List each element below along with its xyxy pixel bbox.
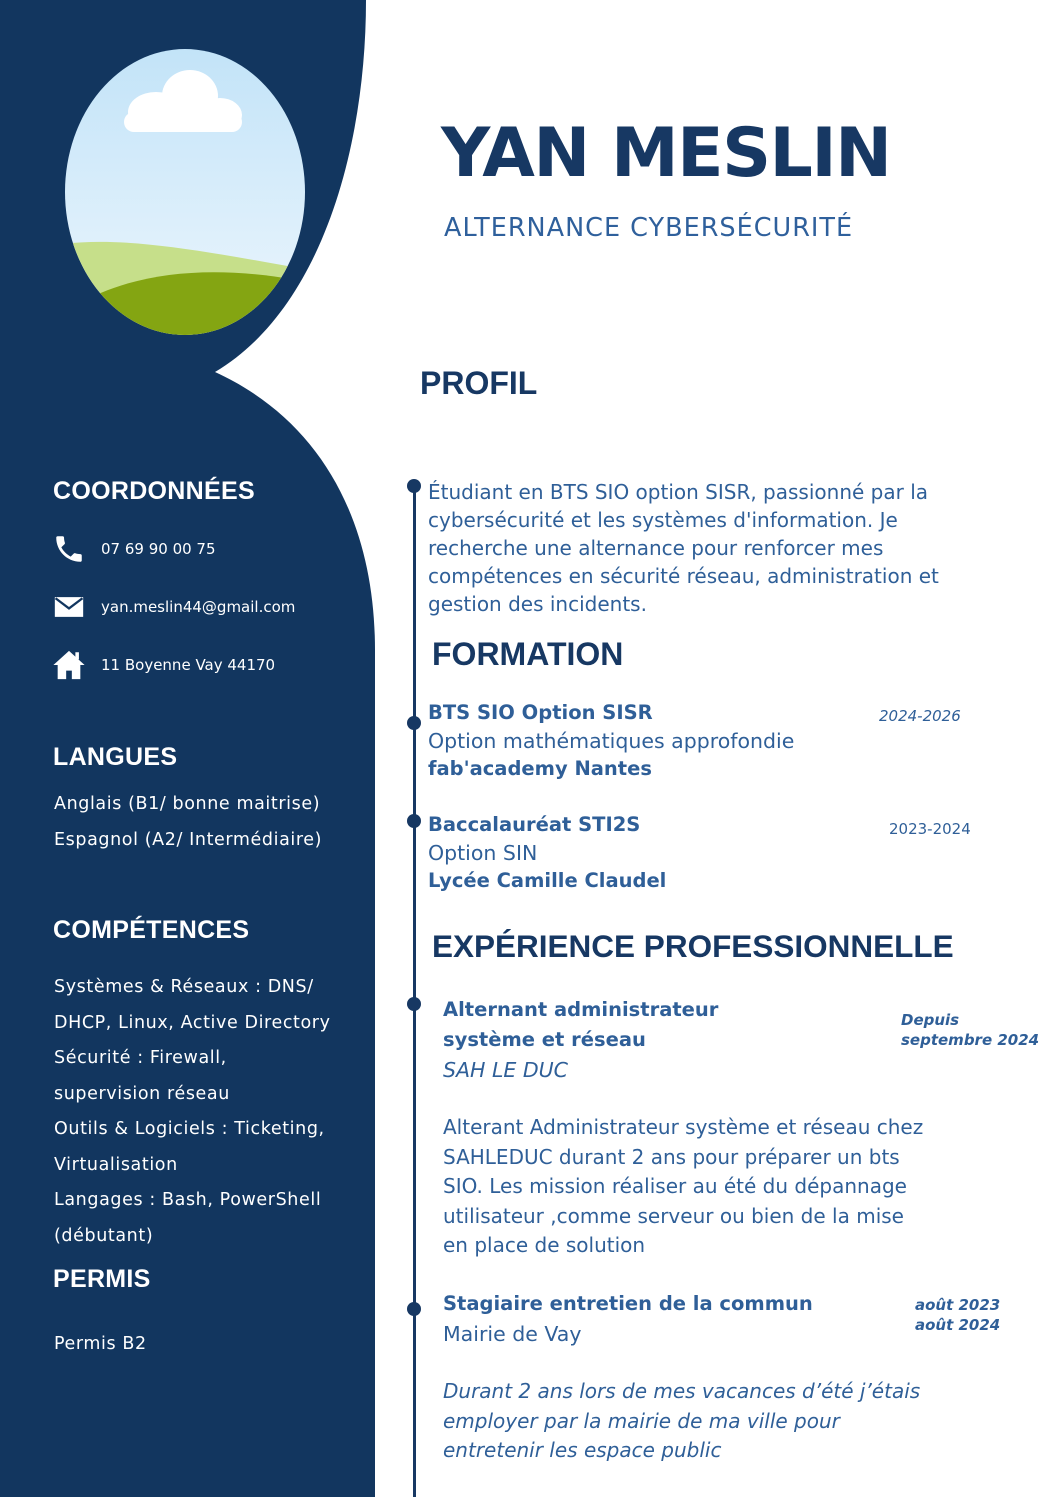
profile-line: Étudiant en BTS SIO option SISR, passionné par la xyxy=(428,480,928,504)
date-line: Depuis xyxy=(901,1011,960,1029)
experience-description xyxy=(443,1377,920,1466)
profile-heading: PROFIL xyxy=(420,365,538,401)
description-line: SIO. Les mission réaliser au été du dépannage xyxy=(443,1174,907,1198)
education-subtitle: Option mathématiques approfondie xyxy=(428,729,795,753)
timeline-line xyxy=(413,486,416,1497)
profile-line: recherche une alternance pour renforcer mes xyxy=(428,536,884,560)
date-line: septembre 2024 xyxy=(901,1031,1040,1049)
description-line: en place de solution xyxy=(443,1233,646,1257)
job-title: ALTERNANCE CYBERSÉCURITÉ xyxy=(444,213,854,243)
skill-line: Outils & Logiciels : Ticketing, xyxy=(54,1119,325,1139)
contact-email xyxy=(52,590,295,624)
skills-heading: COMPÉTENCES xyxy=(53,916,250,944)
license-value: Permis B2 xyxy=(54,1334,147,1354)
candidate-name: YAN MESLIN xyxy=(441,114,891,193)
description-line: employer par la mairie de ma ville pour xyxy=(443,1408,840,1433)
education-date: 2023-2024 xyxy=(889,820,971,838)
home-icon xyxy=(52,648,86,682)
skill-line: Langages : Bash, PowerShell xyxy=(54,1190,322,1210)
phone-icon xyxy=(52,532,86,566)
experience-company: SAH LE DUC xyxy=(443,1058,568,1082)
date-line: août 2024 xyxy=(915,1316,1001,1334)
experience-company: Mairie de Vay xyxy=(443,1322,582,1346)
languages-list xyxy=(54,787,322,858)
skill-line: Systèmes & Réseaux : DNS/ xyxy=(54,977,314,997)
skill-line: (débutant) xyxy=(54,1225,154,1246)
skill-line: supervision réseau xyxy=(54,1083,230,1104)
timeline-dot xyxy=(407,716,421,730)
education-title: BTS SIO Option SISR xyxy=(428,701,653,724)
skill-line: DHCP, Linux, Active Directory xyxy=(54,1012,331,1033)
education-school: Lycée Camille Claudel xyxy=(428,869,667,892)
description-line: utilisateur ,comme serveur ou bien de la mise xyxy=(443,1203,904,1228)
description-line: Durant 2 ans lors de mes vacances d’été j’étais xyxy=(443,1379,921,1403)
description-line: SAHLEDUC durant 2 ans pour préparer un bts xyxy=(443,1144,900,1169)
experience-description xyxy=(443,1113,923,1261)
experience-title: Alternant administrateur xyxy=(443,998,719,1021)
skill-line: Sécurité : Firewall, xyxy=(54,1048,227,1068)
email-address[interactable]: yan.meslin44@gmail.com xyxy=(101,598,296,616)
description-line: entretenir les espace public xyxy=(443,1438,722,1462)
experience-title: système et réseau xyxy=(443,1028,646,1051)
contact-heading: COORDONNÉES xyxy=(53,477,255,505)
education-item xyxy=(428,811,666,895)
experience-item xyxy=(443,1289,813,1349)
timeline-dot xyxy=(407,814,421,828)
skills-list xyxy=(54,970,331,1254)
language-item: Espagnol (A2/ Intermédiaire) xyxy=(54,829,323,850)
education-item xyxy=(428,699,794,783)
contact-address xyxy=(52,648,275,682)
profile-line: cybersécurité et les systèmes d'information. Je xyxy=(428,508,898,532)
experience-heading: EXPÉRIENCE PROFESSIONNELLE xyxy=(432,928,954,964)
skill-line: Virtualisation xyxy=(54,1154,178,1175)
timeline-dot xyxy=(407,997,421,1011)
contact-phone xyxy=(52,532,216,566)
date-line: août 2023 xyxy=(915,1296,1001,1314)
profile-line: gestion des incidents. xyxy=(428,592,647,616)
education-school: fab'academy Nantes xyxy=(428,757,652,780)
experience-item xyxy=(443,995,718,1085)
education-title: Baccalauréat STI2S xyxy=(428,813,641,836)
description-line: Alterant Administrateur système et réseau chez xyxy=(443,1115,924,1139)
timeline-dot xyxy=(407,479,421,493)
education-date: 2024-2026 xyxy=(879,707,961,725)
phone-number: 07 69 90 00 75 xyxy=(101,540,216,558)
experience-date xyxy=(915,1295,1000,1335)
postal-address: 11 Boyenne Vay 44170 xyxy=(101,656,276,674)
profile-text xyxy=(428,478,939,618)
mail-icon xyxy=(52,590,86,624)
education-heading: FORMATION xyxy=(432,636,624,672)
experience-date xyxy=(901,1010,1039,1050)
timeline-dot xyxy=(407,1302,421,1316)
education-subtitle: Option SIN xyxy=(428,841,538,865)
license-heading: PERMIS xyxy=(53,1265,151,1293)
languages-heading: LANGUES xyxy=(53,743,178,771)
language-item: Anglais (B1/ bonne maitrise) xyxy=(54,794,321,814)
experience-title: Stagiaire entretien de la commun xyxy=(443,1292,813,1315)
profile-line: compétences en sécurité réseau, administration et xyxy=(428,564,939,588)
